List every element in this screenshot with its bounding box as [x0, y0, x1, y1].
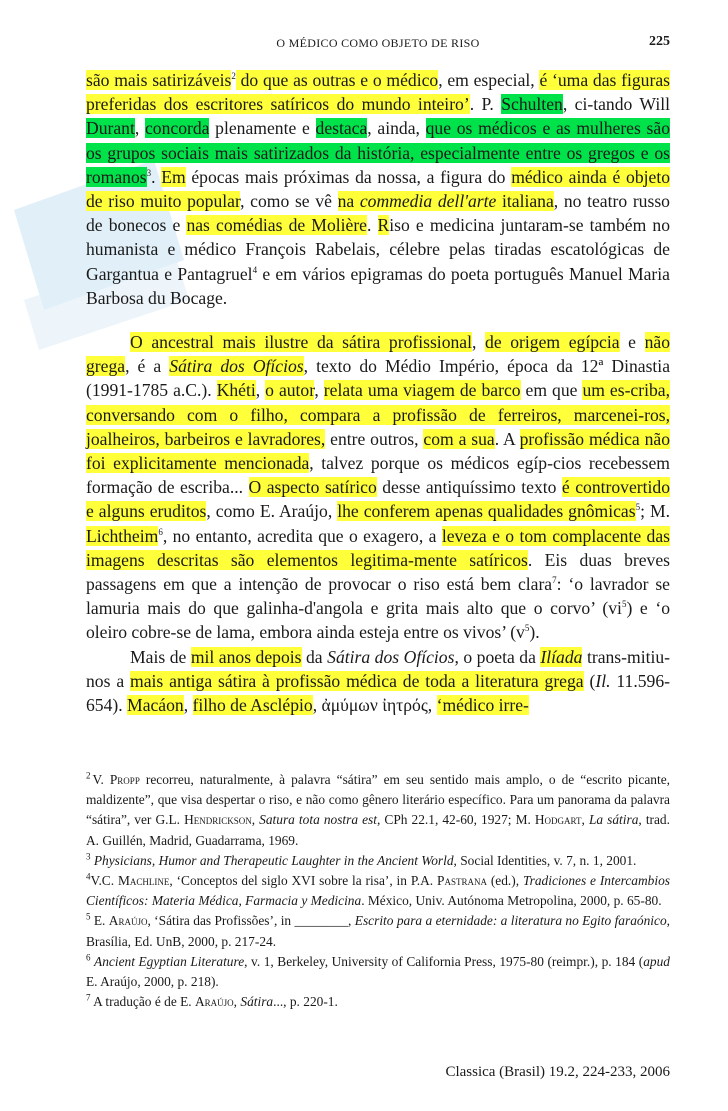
highlight: O ancestral mais ilustre da sátira profissional: [130, 332, 472, 353]
text-run: , em especial,: [438, 70, 540, 90]
journal-citation: Classica (Brasil) 19.2, 224-233, 2006: [445, 1064, 670, 1080]
text-run: (: [583, 670, 596, 691]
italic-ref: Il.: [595, 670, 611, 691]
text-run: trans-mitiu-nos a: [86, 646, 671, 691]
highlight: com a sua: [423, 428, 495, 449]
highlight: na: [337, 191, 360, 212]
footnote-text: V.C.: [90, 873, 118, 889]
footnote-3: [86, 851, 670, 871]
text-run: .: [151, 166, 162, 187]
work-title: La sátira: [588, 812, 639, 828]
work-title: Escrito para a eternidade: a literatura no Egito faraónico: [354, 913, 667, 929]
highlight: é controvertido e alguns eruditos: [86, 477, 670, 522]
work-title: Sátira: [240, 994, 274, 1010]
highlight-green: pecialmente entre os gregos e os romanos: [86, 142, 670, 187]
footnote-ref[interactable]: 5: [635, 502, 641, 513]
footnote-text: A tradução é de E.: [93, 994, 195, 1010]
footnote-text: , ‘Conceptos del siglo XVI sobre la risa’, in P.A.: [169, 873, 438, 889]
text-run: , no entanto, acredita que o exagero, a: [162, 525, 442, 546]
text-run: ; M.: [640, 501, 670, 522]
text-run: , é a: [125, 356, 170, 377]
footnote-text: ,: [251, 812, 260, 828]
work-title: Satura tota nostra est: [259, 812, 377, 828]
footnote-text: E. Araújo, 2000, p. 218).: [86, 974, 219, 990]
work-title: Ancient Egyptian Literature: [94, 953, 245, 969]
highlight: Lichtheim: [86, 525, 159, 546]
highlight: relata uma viagem de barco: [323, 380, 521, 401]
text-run: ,: [314, 380, 324, 401]
author-name: Araújo: [194, 994, 234, 1010]
text-run: , ci-tando Will: [562, 94, 670, 115]
highlight: R: [377, 215, 390, 236]
text-run: ,: [471, 332, 486, 353]
text-run: , ainda,: [367, 118, 426, 139]
footnote-6: [86, 952, 670, 992]
italic-title: Sátira dos Ofícios: [327, 646, 455, 667]
footnote-number: 6: [86, 952, 91, 963]
highlight: Khéti: [216, 380, 256, 401]
text-run: Mais de: [130, 646, 191, 667]
latin-term: apud: [643, 953, 670, 969]
text-run: , o poeta da: [454, 646, 541, 667]
text-run: ,: [134, 118, 145, 139]
superscript: 5: [524, 623, 530, 634]
highlight-italic: Sátira dos Ofícios: [169, 356, 304, 377]
text-run: épocas mais próximas da nossa, a figura do: [185, 166, 512, 187]
text-run: ,: [255, 380, 266, 401]
highlight-green: que os médicos e as mulheres são os grupos sociais mais satirizados da história, es: [86, 118, 670, 163]
footnote-text: , ‘Sátira das Profissões’, in ________,: [147, 913, 355, 929]
highlight: é ‘uma das figuras preferidas dos escritores satíricos do mundo inteiro’: [86, 70, 670, 115]
footnote-5: [86, 911, 670, 951]
text-run: desse antiquíssimo texto: [376, 477, 562, 498]
highlight: Em: [161, 166, 186, 187]
paragraph-2: [86, 330, 670, 645]
text-run: da: [301, 646, 328, 667]
page-number: 225: [649, 34, 670, 49]
paragraph-3: [86, 645, 670, 718]
footnote-text: , trad. A. Guillén, Madrid, Guadarrama, 1969.: [86, 812, 670, 848]
highlight: italiana: [496, 191, 554, 212]
text-run: ,: [312, 695, 322, 716]
text-run: iso e medicina juntaram-se também no humanista e médico François Rabelais, célebre pelas tiradas escatológicas de Gargantua e Pantagruel: [86, 215, 671, 284]
footnote-number: 5: [86, 911, 91, 922]
text-run: e em vários epigramas do poeta português Manuel Maria Barbosa du Bocage.: [86, 263, 670, 308]
greek-text: ἀμύμων ἰητρός: [321, 695, 428, 716]
author-name: Hodgart: [534, 812, 582, 828]
footnote-text: , Social Identities, v. 7, n. 1, 2001.: [453, 852, 637, 868]
highlight: o autor: [265, 380, 315, 401]
author-name: Propp: [109, 772, 140, 787]
footnote-text: recorreu, naturalmente, à palavra “sátira” em seu sentido mais amplo, o de “escrito picante, maldizente”, que visa despertar o riso, e não como gênero literário específico. Para um panorama da palavra “sátira”, ver G.L.: [86, 772, 671, 828]
text-run: ) e ‘o oleiro cobre-se de lama, embora ainda esteja entre os vivos’ (v: [86, 598, 671, 643]
highlight-green: concorda: [144, 118, 210, 139]
highlight-green: Durant: [86, 118, 135, 139]
text-run: em que: [520, 380, 583, 401]
footnote-text: , v. 1, Berkeley, University of California Press, 1975-80 (reimpr.), p. 184 (: [244, 953, 644, 969]
footnote-7: [86, 992, 670, 1012]
text-run: , talvez porque os médicos egíp-cios recebessem formação de escriba...: [86, 453, 670, 498]
highlight: são mais satirizáveis: [86, 70, 232, 90]
highlight-italic: Ilíada: [540, 646, 583, 667]
highlight-italic: commedia dell'arte: [359, 191, 497, 212]
highlight: mais antiga sátira à profissão médica de toda a literatura grega: [130, 670, 584, 691]
footnote-2: [86, 770, 670, 851]
footnote-text: V.: [92, 772, 110, 787]
text-run: . P.: [469, 94, 502, 115]
superscript: 5: [621, 599, 627, 610]
footnote-text: ..., p. 220-1.: [273, 994, 338, 1010]
footnote-number: 3: [86, 851, 91, 862]
highlight: filho de Asclépio: [192, 695, 313, 716]
text-run: ,: [427, 695, 437, 716]
paragraph-1: [86, 68, 670, 310]
highlight: não grega: [86, 332, 670, 377]
highlight: nas comédias de Molière: [186, 215, 367, 236]
highlight: de origem egípcia: [485, 332, 620, 353]
body-text: [86, 68, 670, 717]
text-run: . Eis duas breves passagens em que a intenção de provocar o riso está bem clara: [86, 549, 670, 595]
running-header: [86, 36, 670, 56]
highlight: um es-criba, conversando com o filho, compara a profissão de ferreiros, marcenei-ros, joalheiros, barbeiros e lavradores,: [86, 380, 670, 449]
work-title: Physicians, Humor and Therapeutic Laughter in the Ancient World: [93, 852, 454, 868]
footnote-text: , CPh 22.1, 42-60, 1927; M.: [376, 812, 535, 828]
highlight-green: Schulten: [501, 94, 563, 115]
highlight: médico ainda é objeto de riso muito popular: [86, 166, 671, 212]
text-run: , como E. Araújo,: [206, 501, 338, 522]
highlight: lhe conferem apenas qualidades gnômicas: [337, 501, 636, 522]
footnote-ref[interactable]: 7: [552, 575, 557, 586]
highlight: do que as outras e o médico: [235, 70, 439, 90]
text-run: plenamente e: [209, 118, 316, 139]
highlight: profissão médica não foi explicitamente mencionada: [86, 428, 671, 474]
text-run: . A: [494, 428, 520, 449]
text-run: .: [367, 215, 378, 236]
footnote-number: 7: [86, 992, 91, 1003]
footnote-text: ,: [581, 812, 589, 828]
text-run: e: [619, 332, 645, 353]
footnote-number: 4: [86, 871, 91, 882]
text-run: , texto do Médio Império, época da 12ª Dinastia (1991-1785 a.C.).: [86, 356, 670, 401]
highlight: O aspecto satírico: [248, 477, 377, 498]
running-title: O MÉDICO COMO OBJETO DE RISO: [276, 36, 480, 50]
text-run: ,: [183, 695, 193, 716]
author-name: Machline: [117, 873, 170, 889]
highlight: ‘médico irre-: [436, 695, 529, 716]
footnote-ref[interactable]: 6: [158, 526, 163, 537]
footnote-ref[interactable]: 2: [231, 71, 236, 82]
footnote-text: , Brasília, Ed. UnB, 2000, p. 217-24.: [86, 913, 670, 949]
text-run: , como se vê: [240, 191, 338, 212]
highlight-green: destaca: [315, 118, 368, 139]
footnote-number: 2: [86, 770, 91, 781]
footnote-text: (ed.),: [486, 873, 523, 889]
text-run: entre outros,: [325, 428, 424, 449]
footnotes: [86, 770, 670, 1012]
text-run: , no teatro russo de bonecos e: [86, 191, 670, 236]
highlight: Macáon: [127, 695, 184, 716]
author-name: Araújo: [108, 913, 148, 929]
text-run: ).: [529, 622, 540, 643]
footnote-ref[interactable]: 4: [252, 264, 258, 275]
footnote-text: ,: [233, 994, 241, 1010]
footnote-4: [86, 871, 670, 911]
work-title: Tradiciones e Intercambios Científicos: Materia Médica, Farmacia y Medicina: [86, 873, 670, 909]
author-name: Hendrickson: [184, 812, 252, 828]
text-run: 11.596-654).: [86, 670, 670, 716]
author-name: Pastrana: [437, 873, 487, 889]
footnote-text: . México, Univ. Autónoma Metropolina, 2000, p. 65-80.: [361, 893, 662, 909]
text-run: : ‘o lavrador se lamuria mais do que galinha-d'angola e grita mais alto que o corvo’ (vi: [86, 574, 670, 619]
highlight: leveza e o tom complacente das imagens descritas são elementos legitima-mente satíricos: [86, 525, 670, 570]
footnote-text: E.: [93, 913, 109, 929]
highlight: mil anos depois: [190, 646, 302, 667]
footnote-ref[interactable]: 3: [146, 167, 152, 178]
